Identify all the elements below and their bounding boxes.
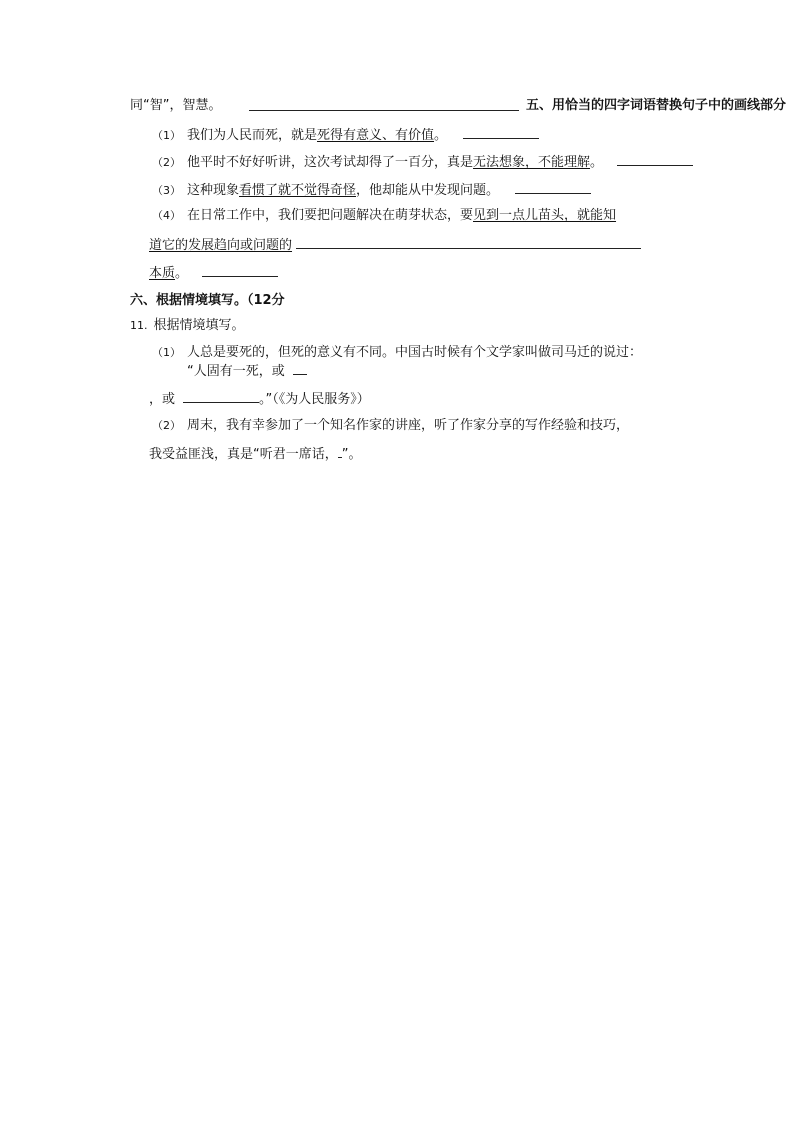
question-11: 11. 根据情境填写。 [130,318,245,333]
question-5-1: （1） 我们为人民而死，就是死得有意义、有价值。 [152,125,539,145]
question-11-2: （2） 周末，我有幸参加了一个知名作家的讲座，听了作家分享的写作经验和技巧， [152,418,630,433]
underlined-phrase: 无法想象，不能理解 [473,155,591,170]
question-number: 11. [130,319,148,332]
answer-blank[interactable] [515,180,591,194]
underlined-phrase: 道它的发展趋向或问题的 [149,238,293,253]
question-number: （3） [152,184,181,197]
question-11-1: （1） 人总是要死的，但死的意义有不同。中国古时候有个文学家叫做司马迁的说过： [152,345,643,360]
question-5-3: （3） 这种现象看惯了就不觉得奇怪，他却能从中发现问题。 [152,180,591,200]
underlined-phrase: 本质 [149,266,176,281]
question-11-2-cont: 我受益匪浅，真是“听君一席话， ”。 [149,444,362,464]
question-5-4-cont [149,235,641,255]
prev-answer-blank[interactable] [249,97,519,117]
question-5-2: （2） 他平时不好好听讲，这次考试却得了一百分，真是无法想象，不能理解。 [152,152,693,172]
answer-blank[interactable] [463,125,539,139]
underlined-phrase: 看惯了就不觉得奇怪 [239,183,357,198]
question-5-4-end: 本质。 [149,263,278,283]
section-6-heading: 六、根据情境填写。（12分 [130,293,285,308]
question-number: （2） [152,156,181,169]
answer-blank[interactable] [617,152,693,166]
underlined-phrase: 死得有意义、有价值 [317,128,435,143]
answer-blank[interactable] [293,361,307,375]
question-number: （1） [152,129,181,142]
question-11-1-end: ，或 。”（《为人民服务》） [149,389,370,409]
q-prev-continuation [130,97,221,115]
answer-blank[interactable] [183,389,259,403]
question-11-1-quote: “人固有一死，或 [187,361,307,381]
underlined-phrase: 见到一点儿苗头，就能知 [473,208,617,223]
section-5-heading: 五、用恰当的四字词语替换句子中的画线部分 [526,98,787,113]
question-number: （4） [152,209,181,222]
prev-answer-text: 同“智”，智慧。 [130,98,222,113]
question-5-4: （4） 在日常工作中，我们要把问题解决在萌芽状态，要见到一点儿苗头，就能知 [152,208,617,223]
answer-blank[interactable] [202,263,278,277]
answer-line[interactable] [296,235,641,249]
question-number: （2） [152,419,181,432]
question-number: （1） [152,346,181,359]
